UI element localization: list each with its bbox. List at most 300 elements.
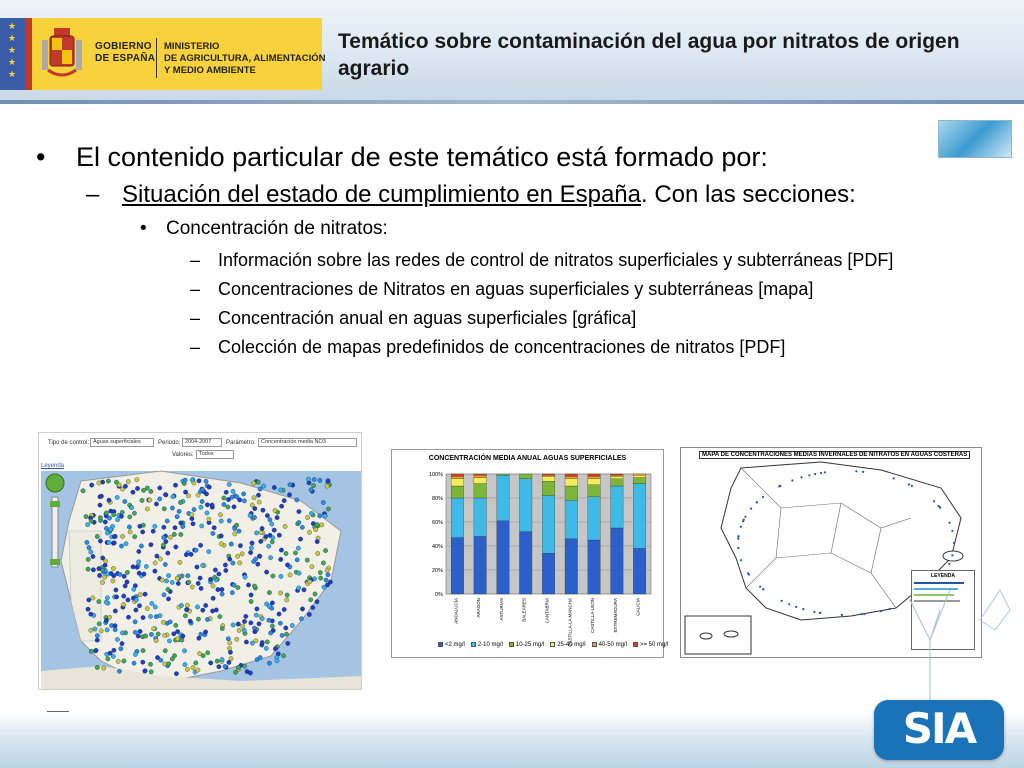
station-marker [298, 537, 302, 541]
station-marker [141, 615, 145, 619]
station-marker [152, 627, 156, 631]
bar-segment [633, 484, 646, 549]
station-marker [133, 535, 137, 539]
coastal-station-marker [908, 483, 910, 485]
bar-segment [451, 486, 464, 498]
y-tick-label: 60% [431, 520, 443, 526]
station-marker [102, 666, 106, 670]
station-marker [158, 497, 162, 501]
coastal-station-marker [855, 470, 857, 472]
station-marker [231, 623, 235, 627]
station-marker [297, 586, 301, 590]
station-marker [126, 479, 130, 483]
station-marker [122, 594, 126, 598]
station-marker [125, 580, 129, 584]
station-marker [302, 588, 306, 592]
iberia-map[interactable] [41, 471, 361, 689]
station-marker [104, 511, 108, 515]
y-tick-label: 20% [431, 568, 443, 574]
station-marker [160, 578, 164, 582]
station-marker [279, 574, 283, 578]
station-marker [321, 500, 325, 504]
station-marker [132, 587, 136, 591]
station-marker [145, 507, 149, 511]
coastal-station-marker [779, 485, 781, 487]
bar-segment [565, 476, 578, 478]
station-marker [99, 629, 103, 633]
station-marker [273, 508, 277, 512]
station-marker [199, 586, 203, 590]
legend-label: 25-40 mg/l [557, 642, 586, 649]
station-marker [192, 507, 196, 511]
station-marker [89, 612, 93, 616]
station-marker [162, 535, 166, 539]
station-marker [238, 544, 242, 548]
station-marker [131, 565, 135, 569]
station-marker [139, 544, 143, 548]
station-marker [279, 548, 283, 552]
station-marker [307, 530, 311, 534]
station-marker [208, 577, 212, 581]
station-marker [213, 568, 217, 572]
station-marker [187, 580, 191, 584]
coastal-station-marker [802, 608, 804, 610]
legend-label: 40-50 mg/l [598, 642, 627, 649]
station-marker [149, 489, 153, 493]
y-tick-label: 80% [431, 496, 443, 502]
station-marker [261, 484, 265, 488]
station-marker [98, 503, 102, 507]
station-marker [227, 660, 231, 664]
bar-segment [542, 475, 555, 476]
bar-segment [497, 475, 510, 521]
station-marker [256, 562, 260, 566]
station-marker [168, 620, 172, 624]
station-marker [122, 659, 126, 663]
station-marker [254, 613, 258, 617]
station-marker [242, 619, 246, 623]
coastal-station-marker [748, 573, 750, 575]
station-marker [257, 622, 261, 626]
station-marker [181, 634, 185, 638]
station-marker [143, 592, 147, 596]
bullet-level-3: • Concentración de nitratos: [140, 218, 388, 239]
station-marker [318, 514, 322, 518]
x-tick-label: ASTURIAS [498, 598, 504, 621]
station-marker [204, 479, 208, 483]
station-marker [315, 539, 319, 543]
station-marker [113, 628, 117, 632]
station-marker [305, 515, 309, 519]
station-marker [220, 626, 224, 630]
station-marker [89, 550, 93, 554]
bar-segment [633, 474, 646, 475]
station-marker [119, 544, 123, 548]
station-marker [197, 636, 201, 640]
station-marker [297, 571, 301, 575]
station-marker [153, 561, 157, 565]
station-marker [85, 540, 89, 544]
coat-of-arms-icon [38, 26, 86, 82]
station-marker [309, 488, 313, 492]
station-marker [87, 598, 91, 602]
station-marker [172, 654, 176, 658]
station-marker [194, 661, 198, 665]
station-marker [201, 608, 205, 612]
station-marker [196, 581, 200, 585]
station-marker [228, 650, 232, 654]
eu-flag-strip: ★ ★ ★ ★ ★ [0, 18, 26, 90]
station-marker [323, 548, 327, 552]
station-marker [222, 496, 226, 500]
coastal-station-marker [791, 479, 793, 481]
bar-segment [542, 474, 555, 475]
station-marker [267, 544, 271, 548]
station-marker [236, 622, 240, 626]
station-marker [236, 665, 240, 669]
station-marker [91, 554, 95, 558]
station-marker [271, 574, 275, 578]
coastal-station-marker [762, 496, 764, 498]
station-marker [105, 531, 109, 535]
coastal-station-marker [781, 600, 783, 602]
leyenda-link[interactable]: Leyenda [41, 463, 65, 469]
station-marker [178, 500, 182, 504]
station-marker [233, 532, 237, 536]
sia-logo[interactable]: SIA [874, 700, 1004, 760]
station-marker [253, 506, 257, 510]
station-marker [312, 477, 316, 481]
station-marker [260, 640, 264, 644]
list-item: – Colección de mapas predefinidos de concentraciones de nitratos [PDF] [190, 337, 786, 357]
station-marker [211, 596, 215, 600]
coastal-station-marker [740, 559, 742, 561]
station-marker [123, 484, 127, 488]
bar-segment [451, 538, 464, 594]
station-marker [149, 632, 153, 636]
legend-swatch [438, 642, 443, 647]
station-marker [164, 579, 168, 583]
station-marker [297, 509, 301, 513]
bar-segment [633, 475, 646, 477]
station-marker [200, 499, 204, 503]
station-marker [319, 576, 323, 580]
station-marker [244, 640, 248, 644]
station-marker [186, 494, 190, 498]
station-marker [183, 478, 187, 482]
station-marker [86, 607, 90, 611]
station-marker [105, 628, 109, 632]
station-marker [98, 539, 102, 543]
station-marker [246, 583, 250, 587]
coastal-station-marker [788, 603, 790, 605]
parametro-select[interactable]: Concentración media NO3 [258, 438, 357, 447]
coastal-station-marker [737, 535, 739, 537]
station-marker [259, 539, 263, 543]
station-marker [207, 517, 211, 521]
station-marker [161, 620, 165, 624]
station-marker [326, 479, 330, 483]
periodo-select[interactable]: 2004-2007 [182, 438, 222, 447]
station-marker [206, 651, 210, 655]
station-marker [190, 478, 194, 482]
station-marker [104, 618, 108, 622]
station-marker [175, 576, 179, 580]
bar-segment [633, 478, 646, 484]
station-marker [200, 487, 204, 491]
chart-panel [391, 449, 669, 658]
station-marker [218, 614, 222, 618]
station-marker [95, 665, 99, 669]
station-marker [149, 543, 153, 547]
station-marker [115, 495, 119, 499]
station-marker [117, 669, 121, 673]
station-marker [282, 607, 286, 611]
list-item: – Información sobre las redes de control de nitratos superficiales y subterráneas [PDF] [190, 250, 894, 270]
station-marker [185, 607, 189, 611]
station-marker [114, 595, 118, 599]
station-marker [311, 605, 315, 609]
bar-segment [451, 479, 464, 486]
station-marker [254, 557, 258, 561]
logo-separator [156, 38, 157, 78]
x-tick-label: EXTREMADURA [612, 598, 618, 633]
station-marker [107, 498, 111, 502]
station-marker [211, 531, 215, 535]
station-marker [171, 494, 175, 498]
station-marker [119, 514, 123, 518]
station-marker [167, 639, 171, 643]
station-marker [323, 514, 327, 518]
station-marker [260, 617, 264, 621]
station-marker [89, 649, 93, 653]
station-marker [249, 546, 253, 550]
bar-segment [588, 540, 601, 594]
bar-segment [497, 521, 510, 594]
coastal-station-marker [953, 542, 955, 544]
station-marker [242, 499, 246, 503]
station-marker [196, 493, 200, 497]
station-marker [84, 514, 88, 518]
station-marker [91, 596, 95, 600]
station-marker [326, 573, 330, 577]
station-marker [267, 618, 271, 622]
station-marker [143, 634, 147, 638]
y-tick-label: 0% [435, 592, 443, 598]
station-marker [209, 661, 213, 665]
station-marker [227, 482, 231, 486]
station-marker [310, 565, 314, 569]
coastal-station-marker [759, 586, 761, 588]
station-marker [162, 525, 166, 529]
station-marker [260, 526, 264, 530]
station-marker [231, 561, 235, 565]
station-marker [162, 633, 166, 637]
station-marker [128, 515, 132, 519]
station-marker [315, 522, 319, 526]
bar-segment [565, 500, 578, 538]
x-tick-label: ARAGÓN [476, 598, 482, 618]
x-tick-label: ANDALUCÍA [453, 598, 459, 624]
station-marker [201, 563, 205, 567]
station-marker [205, 503, 209, 507]
coastal-station-marker [800, 476, 802, 478]
coastal-station-marker [860, 613, 862, 615]
station-marker [305, 558, 309, 562]
station-marker [114, 480, 118, 484]
station-marker [229, 542, 233, 546]
station-marker [268, 518, 272, 522]
station-marker [278, 591, 282, 595]
valores-select[interactable]: Todos [196, 450, 234, 459]
station-marker [280, 633, 284, 637]
station-marker [178, 560, 182, 564]
station-marker [277, 533, 281, 537]
situacion-link[interactable]: Situación del estado de cumplimiento en España [122, 181, 641, 208]
station-marker [138, 629, 142, 633]
station-marker [196, 668, 200, 672]
station-marker [295, 498, 299, 502]
station-marker [232, 505, 236, 509]
station-marker [240, 552, 244, 556]
station-marker [205, 617, 209, 621]
station-marker [162, 507, 166, 511]
station-marker [132, 511, 136, 515]
station-marker [154, 502, 158, 506]
station-marker [135, 486, 139, 490]
station-marker [217, 665, 221, 669]
station-marker [134, 598, 138, 602]
station-marker [226, 637, 230, 641]
bar-segment [474, 484, 487, 498]
station-marker [111, 579, 115, 583]
footer-wave [0, 712, 1024, 768]
station-marker [264, 646, 268, 650]
station-marker [120, 631, 124, 635]
station-marker [230, 590, 234, 594]
coastal-station-marker [820, 472, 822, 474]
bar-segment [588, 474, 601, 476]
coastal-station-marker [893, 477, 895, 479]
station-marker [244, 614, 248, 618]
coastal-map-legend: LEYENDA [911, 570, 975, 650]
station-marker [131, 490, 135, 494]
coastal-station-marker [862, 471, 864, 473]
station-marker [227, 519, 231, 523]
station-marker [287, 493, 291, 497]
station-marker [118, 572, 122, 576]
coastal-station-marker [744, 516, 746, 518]
station-marker [183, 490, 187, 494]
bar-segment [588, 497, 601, 540]
zoom-control[interactable] [45, 471, 65, 581]
bar-segment [565, 539, 578, 594]
bar-segment [542, 481, 555, 495]
station-marker [269, 631, 273, 635]
station-marker [226, 505, 230, 509]
station-marker [170, 580, 174, 584]
station-marker [265, 640, 269, 644]
station-marker [151, 529, 155, 533]
station-marker [256, 493, 260, 497]
station-marker [284, 626, 288, 630]
station-marker [190, 585, 194, 589]
bar-segment [474, 536, 487, 594]
station-marker [115, 637, 119, 641]
coastal-station-marker [737, 538, 739, 540]
station-marker [163, 662, 167, 666]
station-marker [135, 478, 139, 482]
station-marker [223, 563, 227, 567]
station-marker [278, 621, 282, 625]
station-marker [175, 629, 179, 633]
station-marker [114, 588, 118, 592]
bar-segment [542, 496, 555, 554]
station-marker [134, 608, 138, 612]
bar-segment [611, 474, 624, 475]
station-marker [210, 503, 214, 507]
station-marker [282, 498, 286, 502]
tipo-control-select[interactable]: Aguas superficiales [90, 438, 154, 447]
station-marker [309, 598, 313, 602]
chart-title: CONCENTRACIÓN MEDIA ANUAL AGUAS SUPERFICIALES [428, 455, 627, 462]
bullet-level-2: – Situación del estado de cumplimiento en España. Con las secciones: [86, 181, 856, 208]
station-marker [199, 632, 203, 636]
station-marker [325, 568, 329, 572]
station-marker [97, 573, 101, 577]
coastal-station-marker [750, 508, 752, 510]
station-marker [279, 504, 283, 508]
station-marker [191, 665, 195, 669]
station-marker [231, 489, 235, 493]
station-marker [186, 574, 190, 578]
station-marker [308, 580, 312, 584]
station-marker [267, 590, 271, 594]
list-item: – Concentraciones de Nitratos en aguas superficiales y subterráneas [mapa] [190, 279, 814, 299]
station-marker [129, 505, 133, 509]
station-marker [197, 651, 201, 655]
station-marker [181, 524, 185, 528]
bar-segment [611, 528, 624, 594]
station-marker [162, 593, 166, 597]
station-marker [153, 605, 157, 609]
bar-segment [565, 486, 578, 500]
station-marker [252, 515, 256, 519]
station-marker [249, 593, 253, 597]
ministry-name: MINISTERIO DE AGRICULTURA, ALIMENTACIÓN Y MEDIO AMBIENTE [164, 41, 326, 76]
station-marker [173, 483, 177, 487]
station-marker [272, 528, 276, 532]
station-marker [120, 534, 124, 538]
station-marker [86, 557, 90, 561]
station-marker [123, 499, 127, 503]
station-marker [148, 614, 152, 618]
station-marker [224, 490, 228, 494]
slide-title: Temático sobre contaminación del agua por nitratos de origen agrario [338, 30, 960, 80]
station-marker [261, 508, 265, 512]
station-marker [165, 519, 169, 523]
coastal-station-marker [795, 606, 797, 608]
y-tick-label: 100% [428, 472, 443, 478]
station-marker [228, 641, 232, 645]
station-marker [184, 553, 188, 557]
station-marker [153, 569, 157, 573]
station-marker [267, 604, 271, 608]
station-marker [132, 661, 136, 665]
station-marker [93, 627, 97, 631]
map-canvas [41, 471, 361, 689]
station-marker [112, 541, 116, 545]
